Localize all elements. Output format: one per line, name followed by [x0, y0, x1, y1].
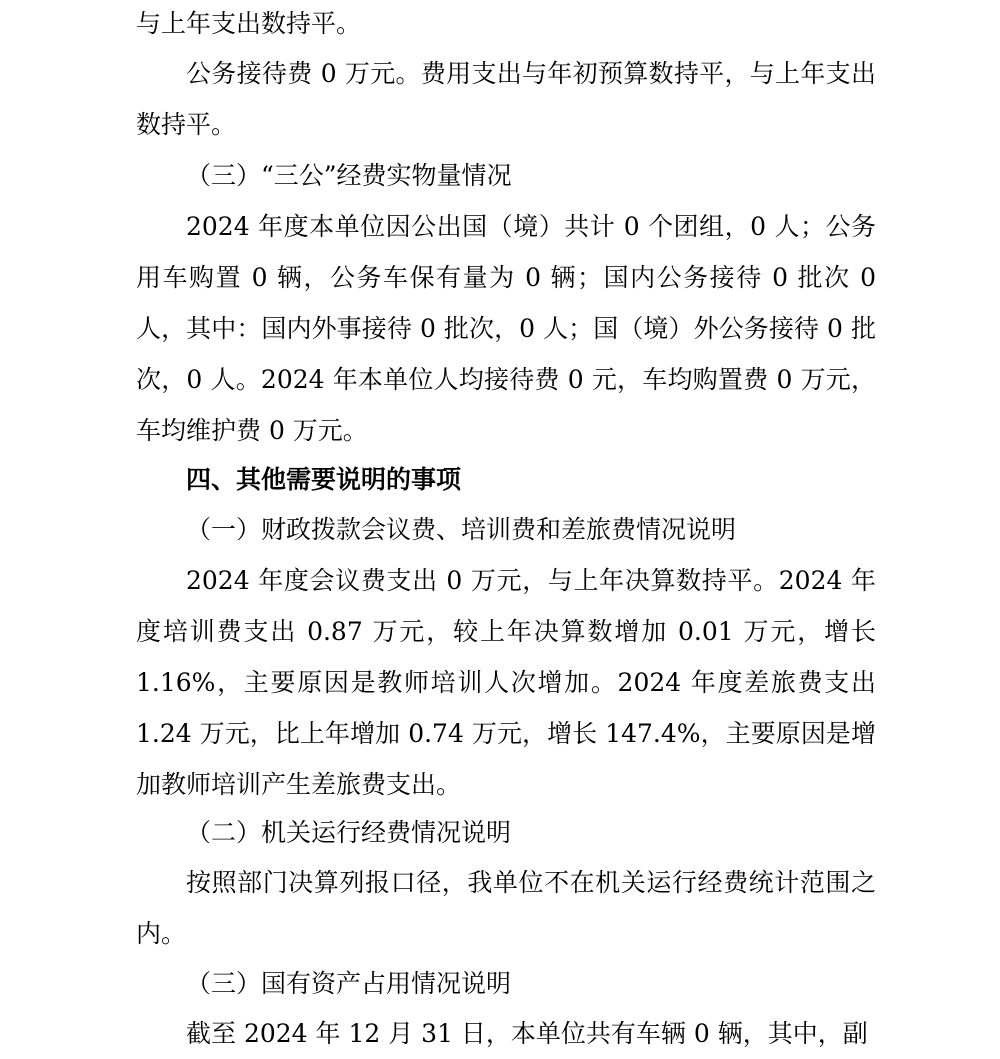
section-heading-operating-expenses: （二）机关运行经费情况说明 — [186, 818, 512, 847]
paragraph-meeting-training-travel: 2024 年度会议费支出 0 万元，与上年决算数持平。2024 年度培训费支出 0.87 万元，较上年决算数增加 0.01 万元，增长 1.16%，主要原因是教师培训人次增加。2024 年度差旅费支出 1.24 万元，比上年增加 0.74 万元，增长 147.4%，主要原因是增加教师培训产生差旅费支出。 — [136, 566, 876, 799]
paragraph-state-assets: 截至 2024 年 12 月 31 日，本单位共有车辆 0 辆，其中，副 — [186, 1019, 868, 1048]
paragraph-continuation: 与上年支出数持平。 — [136, 9, 362, 38]
section-heading-meeting-training-travel: （一）财政拨款会议费、培训费和差旅费情况说明 — [186, 515, 737, 544]
section-heading-other-matters: 四、其他需要说明的事项 — [186, 465, 462, 494]
paragraph-operating-expenses: 按照部门决算列报口径，我单位不在机关运行经费统计范围之内。 — [136, 868, 876, 948]
section-heading-physical-quantity: （三）“三公”经费实物量情况 — [186, 161, 512, 190]
paragraph-physical-quantity: 2024 年度本单位因公出国（境）共计 0 个团组，0 人；公务用车购置 0 辆，公务车保有量为 0 辆；国内公务接待 0 批次 0 人，其中：国内外事接待 0 批次，0 人；国（境）外公务接待 0 批次，0 人。2024 年本单位人均接待费 0 元，车均购置费 0 万元，车均维护费 0 万元。 — [136, 212, 876, 445]
paragraph-reception-fee: 公务接待费 0 万元。费用支出与年初预算数持平，与上年支出数持平。 — [136, 59, 876, 139]
section-heading-state-assets: （三）国有资产占用情况说明 — [186, 969, 512, 998]
